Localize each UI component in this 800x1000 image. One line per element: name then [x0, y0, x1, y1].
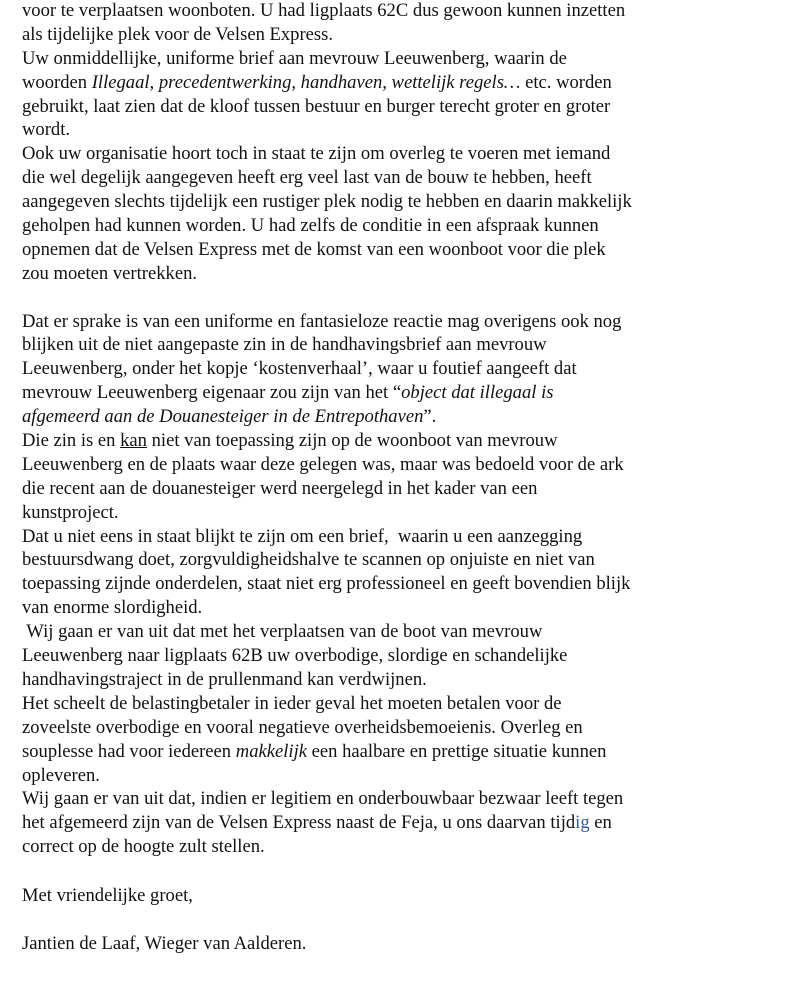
text-line-woorden — [22, 71, 792, 95]
text-line-tijdig — [22, 811, 792, 835]
text-line-die-zin — [22, 429, 792, 453]
text-line: opleveren. — [22, 764, 100, 786]
paragraph-gap — [22, 907, 792, 932]
text-line: voor te verplaatsen woonboten. U had ligplaats 62C dus gewoon kunnen inzetten — [22, 0, 626, 21]
text-line: opnemen dat de Velsen Express met de komst van een woonboot voor die plek — [22, 238, 606, 260]
text-line: gebruikt, laat zien dat de kloof tussen bestuur en burger terecht groter en groter — [22, 95, 611, 117]
letter-body — [22, 0, 792, 956]
italic-quote: object dat illegaal is — [401, 382, 554, 404]
highlighted-letters: ig — [575, 812, 590, 834]
text-line: aangegeven slechts tijdelijk een rustiger plek nodig te hebben en daarin makkelijk — [22, 191, 632, 213]
text-line: als tijdelijke plek voor de Velsen Express. — [22, 23, 334, 45]
text-line: blijken uit de niet aangepaste zin in de handhavingsbrief aan mevrouw — [22, 334, 547, 356]
text-line: die wel degelijk aangegeven heeft erg veel last van de bouw te hebben, heeft — [22, 167, 592, 189]
text-line: Wij gaan er van uit dat met het verplaatsen van de boot van mevrouw — [22, 621, 543, 643]
paragraph-gap — [22, 859, 792, 884]
text-line: Dat er sprake is van een uniforme en fantasieloze reactie mag overigens ook nog — [22, 310, 622, 332]
underlined-word: kan — [120, 430, 147, 452]
text-line: Dat u niet eens in staat blijkt te zijn om een brief, waarin u een aanzegging — [22, 525, 583, 547]
text-segment: en — [589, 812, 612, 834]
text-line: Leeuwenberg naar ligplaats 62B uw overbodige, slordige en schandelijke — [22, 645, 568, 667]
text-segment: souplesse had voor iedereen — [22, 740, 236, 762]
text-line: van enorme slordigheid. — [22, 597, 203, 619]
text-segment: niet van toepassing zijn op de woonboot van mevrouw — [146, 430, 558, 452]
text-line: correct op de hoogte zult stellen. — [22, 836, 265, 858]
text-line: Het scheelt de belastingbetaler in ieder geval het moeten betalen voor de — [22, 692, 562, 714]
closing-greeting: Met vriendelijke groet, — [22, 884, 193, 906]
text-line: Uw onmiddellijke, uniforme brief aan mevrouw Leeuwenberg, waarin de — [22, 47, 567, 69]
text-line: Wij gaan er van uit dat, indien er legitiem en onderbouwbaar bezwaar leeft tegen — [22, 788, 624, 810]
text-segment: het afgemeerd zijn van de Velsen Express naast de Feja, u ons daarvan tijd — [22, 812, 576, 834]
text-line-souplesse — [22, 740, 792, 764]
text-line-mevrouw — [22, 381, 792, 405]
signature-names: Jantien de Laaf, Wieger van Aalderen. — [22, 932, 307, 954]
text-line: geholpen had kunnen worden. U had zelfs de conditie in een afspraak kunnen — [22, 215, 599, 237]
text-line: toepassing zijnde onderdelen, staat niet erg professioneel en geeft bovendien blijk — [22, 573, 631, 595]
text-segment: ”. — [423, 406, 437, 428]
text-segment: etc. worden — [520, 71, 612, 93]
text-line: Ook uw organisatie hoort toch in staat te zijn om overleg te voeren met iemand — [22, 143, 611, 165]
text-segment: woorden — [22, 71, 92, 93]
text-line: die recent aan de douanesteiger werd neergelegd in het kader van een — [22, 477, 538, 499]
text-line: kunstproject. — [22, 501, 119, 523]
paragraph-gap — [22, 286, 792, 310]
italic-word: makkelijk — [235, 740, 307, 762]
text-line: handhavingstraject in de prullenmand kan verdwijnen. — [22, 668, 427, 690]
text-line: zou moeten vertrekken. — [22, 262, 198, 284]
text-line: bestuursdwang doet, zorgvuldigheidshalve te scannen op onjuiste en niet van — [22, 549, 595, 571]
text-line-afgemeerd — [22, 405, 792, 429]
text-line: Leeuwenberg, onder het kopje ‘kostenverhaal’, waar u foutief aangeeft dat — [22, 358, 577, 380]
text-line: Leeuwenberg en de plaats waar deze gelegen was, maar was bedoeld voor de ark — [22, 453, 624, 475]
italic-phrase: Illegaal, precedentwerking, handhaven, wettelijk regels… — [91, 71, 521, 93]
text-line: zoveelste overbodige en vooral negatieve overheidsbemoeienis. Overleg en — [22, 716, 583, 738]
italic-quote: afgemeerd aan de Douanesteiger in de Entrepothaven — [22, 406, 424, 428]
text-segment: mevrouw Leeuwenberg eigenaar zou zijn van het “ — [22, 382, 402, 404]
text-segment: Die zin is en — [22, 430, 121, 452]
text-line: wordt. — [22, 119, 71, 141]
text-segment: een haalbare en prettige situatie kunnen — [307, 740, 607, 762]
